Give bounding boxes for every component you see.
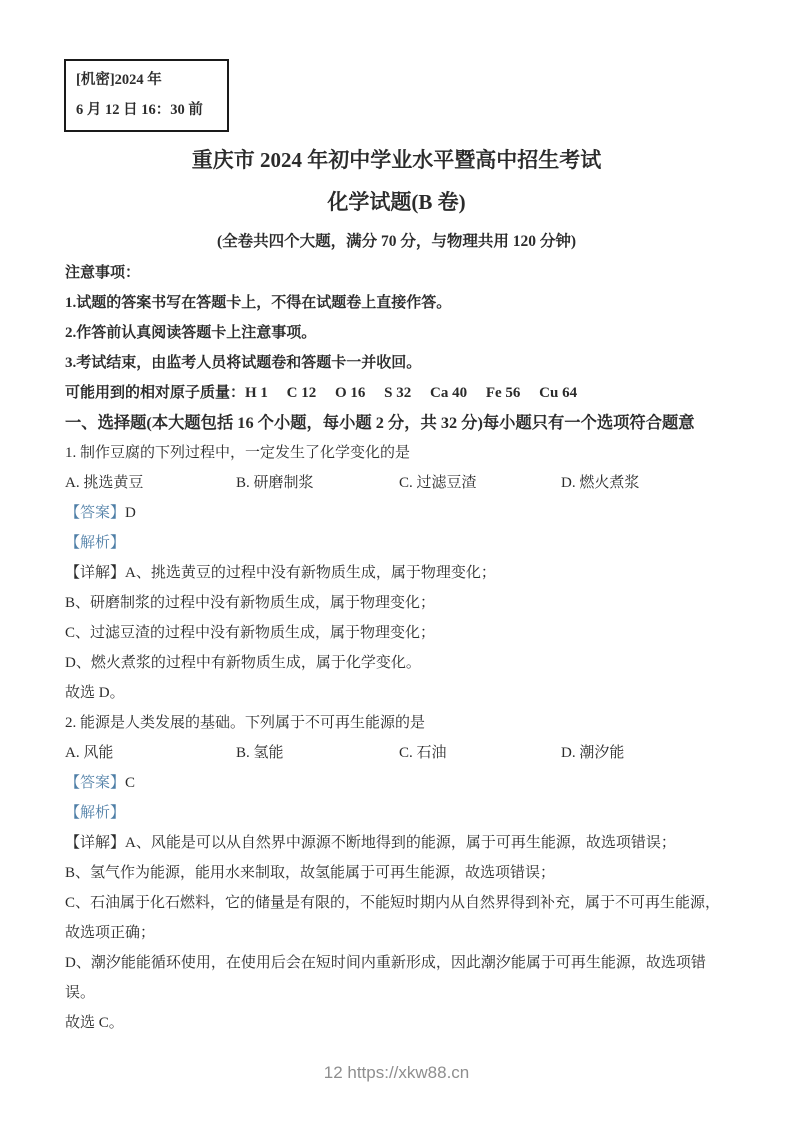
question-2-stem: 2. 能源是人类发展的基础。下列属于不可再生能源的是 [65,715,426,731]
exam-content [65,258,733,1038]
confidential-stamp-box [64,59,229,132]
question-1-answer-value: D [125,505,136,521]
notice-item-2: 2.作答前认真阅读答题卡上注意事项。 [65,325,317,341]
question-1-option-a: A. 挑选黄豆 [65,475,144,491]
question-2 [65,708,733,1038]
question-1-conclusion: 故选 D。 [65,685,125,701]
section-heading-choice: 一、选择题(本大题包括 16 个小题，每小题 2 分，共 32 分)每小题只有一个选项符合题意 [65,413,695,432]
footer-page-number-and-url-link[interactable]: 12 https://xkw88.cn [323,1063,470,1082]
question-1-answer-line [65,498,733,528]
question-2-option-a: A. 风能 [65,745,114,761]
question-2-analysis-line [65,798,733,828]
question-1 [65,438,733,708]
analysis-label: 【解析】 [65,535,126,551]
question-1-option-d: D. 燃火煮浆 [561,475,640,491]
notice-heading: 注意事项： [65,265,141,281]
question-1-stem: 1. 制作豆腐的下列过程中，一定发生了化学变化的是 [65,445,411,461]
exam-title: 重庆市 2024 年初中学业水平暨高中招生考试 [191,148,602,172]
question-1-option-c: C. 过滤豆渣 [399,475,477,491]
stamp-classification-line: [机密]2024 年 [76,72,162,88]
page-footer [0,1063,793,1083]
question-2-option-d: D. 潮汐能 [561,745,625,761]
question-1-analysis-line [65,528,733,558]
question-2-detail-b: B、氢气作为能源，能用水来制取，故氢能属于可再生能源，故选项错误； [65,865,556,881]
question-2-detail-a: 【详解】A、风能是可以从自然界中源源不断地得到的能源，属于可再生能源，故选项错误； [65,835,676,851]
notice-item-3: 3.考试结束，由监考人员将试题卷和答题卡一并收回。 [65,355,422,371]
question-1-options [65,468,733,498]
exam-subtitle: 化学试题(B 卷) [327,190,466,214]
question-2-answer-value: C [125,775,136,791]
question-2-detail-d: D、潮汐能能循环使用，在使用后会在短时间内重新形成，因此潮汐能属于可再生能源，故选项错误。 [65,955,706,1001]
question-2-conclusion: 故选 C。 [65,1015,124,1031]
notice-item-1: 1.试题的答案书写在答题卡上，不得在试题卷上直接作答。 [65,295,452,311]
question-2-options [65,738,733,768]
stamp-release-time-line: 6 月 12 日 16：30 前 [76,102,203,118]
question-1-detail-a: 【详解】A、挑选黄豆的过程中没有新物质生成，属于物理变化； [65,565,496,581]
question-1-detail-b: B、研磨制浆的过程中没有新物质生成，属于物理变化； [65,595,436,611]
question-2-option-b: B. 氢能 [236,745,284,761]
answer-label: 【答案】 [65,505,126,521]
question-2-detail-c: C、石油属于化石燃料，它的储量是有限的，不能短时期内从自然界得到补充，属于不可再生能源，故选项正确； [65,895,721,941]
question-1-detail-d: D、燃火煮浆的过程中有新物质生成，属于化学变化。 [65,655,421,671]
question-1-option-b: B. 研磨制浆 [236,475,314,491]
analysis-label: 【解析】 [65,805,126,821]
question-2-option-c: C. 石油 [399,745,447,761]
exam-info-line: (全卷共四个大题，满分 70 分，与物理共用 120 分钟) [216,233,577,250]
atomic-mass-line: 可能用到的相对原子质量：H 1 C 12 O 16 S 32 Ca 40 Fe 56 Cu 64 [65,385,578,401]
answer-label: 【答案】 [65,775,126,791]
question-2-answer-line [65,768,733,798]
question-1-detail-c: C、过滤豆渣的过程中没有新物质生成，属于物理变化； [65,625,436,641]
